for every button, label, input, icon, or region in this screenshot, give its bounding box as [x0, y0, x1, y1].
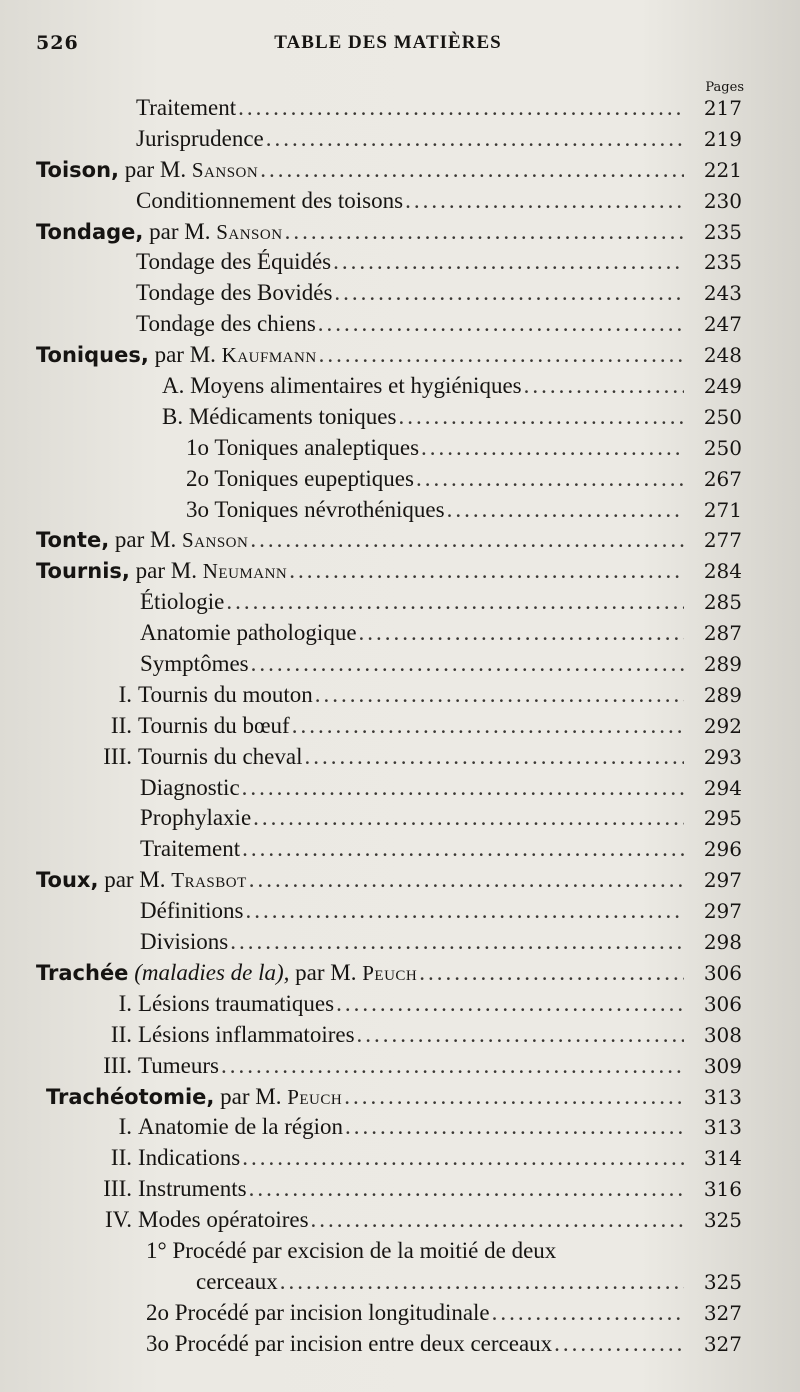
- leader-dots: [344, 1082, 684, 1113]
- entry-numeral: I.: [118, 1114, 132, 1140]
- entry-page: 325: [703, 1208, 742, 1233]
- entry-text: A. Moyens alimentaires et hygiéniques: [162, 373, 522, 399]
- leader-dots: [405, 186, 684, 217]
- toc-entry: [36, 402, 742, 433]
- leader-dots: [251, 649, 684, 680]
- entry-page: 267: [703, 466, 742, 491]
- entry-text: 3o Toniques névrothéniques: [186, 496, 445, 522]
- toc-section-heading: [36, 155, 742, 186]
- entry-text: Jurisprudence: [136, 125, 264, 151]
- entry-page: 316: [703, 1177, 742, 1202]
- entry-numeral: II.: [110, 712, 132, 738]
- toc-entry: [36, 309, 742, 340]
- leader-dots: [246, 896, 685, 927]
- author-prefix: par M.: [124, 156, 187, 182]
- leader-dots: [421, 433, 684, 464]
- entry-page: 284: [703, 559, 742, 584]
- page-number: 526: [36, 32, 79, 54]
- entry-page: 289: [703, 682, 742, 707]
- section-title: Tonte,: [36, 528, 110, 553]
- toc-entry: [36, 649, 742, 680]
- section-title: Toux,: [36, 868, 99, 893]
- leader-dots: [334, 278, 684, 309]
- entry-page: 306: [703, 991, 742, 1016]
- entry-text: Tondage des Équidés: [136, 249, 332, 275]
- author-prefix: par M.: [104, 867, 166, 893]
- entry-page: 250: [703, 404, 742, 429]
- entry-text: Conditionnement des toisons: [136, 187, 404, 213]
- entry-page: 247: [703, 312, 742, 337]
- entry-page: 219: [703, 126, 742, 151]
- entry-text: Tondage des chiens: [136, 311, 316, 337]
- entry-page: 271: [703, 497, 742, 522]
- toc-entry: [36, 1020, 742, 1051]
- leader-dots: [359, 618, 684, 649]
- author-prefix: par M.: [154, 342, 216, 368]
- toc-section-heading: [36, 556, 742, 587]
- entry-page: 313: [703, 1084, 742, 1109]
- entry-page: 327: [703, 1331, 742, 1356]
- toc-entry: [36, 495, 742, 526]
- entry-text: Symptômes: [140, 651, 249, 677]
- entry-text: Anatomie pathologique: [140, 620, 357, 646]
- entry-numeral: II.: [110, 1021, 132, 1047]
- entry-page: 289: [703, 652, 742, 677]
- entry-page: 217: [703, 96, 742, 120]
- table-of-contents: [36, 93, 742, 1360]
- entry-text: Indications: [138, 1145, 241, 1171]
- entry-numeral: IV.: [104, 1207, 132, 1233]
- page-title: TABLE DES MATIÈRES: [274, 32, 502, 53]
- toc-entry: [36, 711, 742, 742]
- toc-entry: [36, 803, 742, 834]
- entry-numeral: III.: [103, 743, 132, 769]
- entry-page: 277: [703, 528, 742, 553]
- section-title: Trachée: [36, 960, 129, 985]
- entry-page: 248: [703, 343, 742, 368]
- toc-section-heading: [36, 958, 742, 989]
- entry-page: 309: [703, 1053, 742, 1078]
- entry-text: 2o Toniques eupeptiques: [186, 465, 414, 491]
- author-name: Trasbot: [171, 868, 247, 893]
- toc-entry: [36, 186, 742, 217]
- author-prefix: par M.: [220, 1083, 282, 1109]
- entry-page: 221: [703, 157, 742, 182]
- leader-dots: [260, 155, 684, 186]
- entry-text: Instruments: [138, 1176, 247, 1202]
- toc-section-heading: [36, 865, 742, 896]
- leader-dots: [357, 1020, 684, 1051]
- entry-page: 243: [703, 281, 742, 306]
- toc-entry: [36, 278, 742, 309]
- author-name: Sanson: [216, 219, 283, 244]
- leader-dots: [238, 93, 684, 124]
- entry-text: Définitions: [140, 898, 244, 924]
- toc-entry: [36, 371, 742, 402]
- leader-dots: [249, 865, 684, 896]
- leader-dots: [242, 773, 684, 804]
- author-name: Kaufmann: [221, 343, 317, 368]
- leader-dots: [311, 1205, 684, 1236]
- leader-dots: [315, 680, 684, 711]
- toc-entry: [36, 1267, 742, 1298]
- entry-page: 250: [703, 435, 742, 460]
- toc-entry: [36, 618, 742, 649]
- entry-page: 325: [703, 1269, 742, 1294]
- toc-entry: [36, 1329, 742, 1360]
- leader-dots: [492, 1298, 684, 1329]
- pages-column-label: Pages: [705, 80, 744, 95]
- author-name: Sanson: [191, 157, 259, 182]
- entry-text: Tournis du mouton: [138, 681, 313, 707]
- author-name: Peuch: [362, 960, 418, 985]
- leader-dots: [398, 402, 684, 433]
- leader-dots: [336, 989, 684, 1020]
- entry-text: 1° Procédé par excision de la moitié de deux: [146, 1237, 557, 1263]
- leader-dots: [524, 371, 684, 402]
- toc-section-heading: [36, 340, 742, 371]
- entry-page: 313: [703, 1115, 742, 1140]
- author-name: Neumann: [202, 559, 288, 584]
- leader-dots: [447, 495, 684, 526]
- leader-dots: [242, 834, 684, 865]
- author-prefix: par M.: [149, 218, 211, 244]
- toc-entry: [36, 1236, 742, 1267]
- toc-entry: [36, 1298, 742, 1329]
- entry-text: Anatomie de la région: [138, 1114, 344, 1140]
- entry-text: 1o Toniques analeptiques: [186, 434, 420, 460]
- entry-text: cerceaux: [196, 1268, 278, 1294]
- toc-entry: [36, 680, 742, 711]
- author-prefix: par M.: [114, 527, 177, 553]
- leader-dots: [249, 1174, 684, 1205]
- toc-entry: [36, 1051, 742, 1082]
- entry-text: Tondage des Bovidés: [136, 280, 333, 306]
- toc-entry: [36, 1205, 742, 1236]
- entry-text: Tournis du cheval: [138, 743, 303, 769]
- leader-dots: [318, 309, 684, 340]
- entry-text: Traitement: [140, 836, 241, 862]
- leader-dots: [221, 1051, 684, 1082]
- entry-numeral: III.: [103, 1052, 132, 1078]
- entry-page: 293: [703, 744, 742, 769]
- entry-text: Prophylaxie: [140, 805, 252, 831]
- toc-entry: [36, 1112, 742, 1143]
- entry-text: B. Médicaments toniques: [162, 403, 397, 429]
- toc-entry: [36, 927, 742, 958]
- entry-numeral: II.: [110, 1145, 132, 1171]
- entry-page: 314: [703, 1146, 742, 1171]
- entry-text: Lésions inflammatoires: [138, 1021, 355, 1047]
- toc-entry: [36, 124, 742, 155]
- leader-dots: [266, 124, 684, 155]
- leader-dots: [242, 1143, 684, 1174]
- entry-page: 285: [703, 590, 742, 615]
- leader-dots: [333, 247, 684, 278]
- section-title: Toison,: [36, 157, 120, 182]
- author-name: Sanson: [182, 528, 249, 553]
- leader-dots: [250, 525, 684, 556]
- entry-page: 327: [703, 1300, 742, 1325]
- toc-entry: [36, 742, 742, 773]
- author-prefix: par M.: [135, 558, 197, 584]
- entry-page: 292: [703, 713, 742, 738]
- entry-page: 296: [703, 837, 742, 862]
- entry-page: 298: [703, 930, 742, 955]
- toc-entry: [36, 773, 742, 804]
- entry-page: 235: [703, 219, 742, 244]
- entry-text: Modes opératoires: [138, 1207, 309, 1233]
- toc-entry: [36, 896, 742, 927]
- section-subtitle: (maladies de la),: [134, 959, 290, 985]
- leader-dots: [419, 958, 684, 989]
- entry-page: 297: [703, 899, 742, 924]
- leader-dots: [416, 464, 684, 495]
- author-prefix: par M.: [295, 959, 357, 985]
- entry-page: 249: [703, 374, 742, 399]
- entry-page: 306: [703, 960, 742, 985]
- section-title: Toniques,: [36, 343, 149, 368]
- entry-page: 297: [703, 868, 742, 893]
- toc-entry: [36, 1174, 742, 1205]
- entry-page: 235: [703, 250, 742, 275]
- entry-text: Tournis du bœuf: [138, 712, 290, 738]
- entry-text: Traitement: [136, 95, 237, 120]
- toc-entry: [36, 93, 742, 124]
- entry-text: Diagnostic: [140, 774, 240, 800]
- entry-numeral: III.: [103, 1176, 132, 1202]
- entry-page: 294: [703, 775, 742, 800]
- leader-dots: [304, 742, 684, 773]
- author-name: Peuch: [287, 1084, 343, 1109]
- entry-text: Divisions: [140, 929, 229, 955]
- leader-dots: [253, 803, 684, 834]
- leader-dots: [289, 556, 684, 587]
- toc-entry: [36, 1143, 742, 1174]
- section-title: Trachéotomie,: [46, 1084, 215, 1109]
- section-title: Tournis,: [36, 559, 130, 584]
- toc-section-heading: [36, 217, 742, 248]
- leader-dots: [226, 587, 684, 618]
- entry-text: Tumeurs: [138, 1052, 219, 1078]
- toc-entry: [36, 587, 742, 618]
- toc-entry: [36, 464, 742, 495]
- toc-entry: [36, 247, 742, 278]
- toc-entry: [36, 989, 742, 1020]
- toc-entry: [36, 834, 742, 865]
- leader-dots: [345, 1112, 684, 1143]
- entry-numeral: I.: [118, 990, 132, 1016]
- toc-entry: [36, 433, 742, 464]
- entry-page: 308: [703, 1022, 742, 1047]
- entry-text: 3o Procédé par incision entre deux cerceaux: [146, 1330, 553, 1356]
- toc-section-heading: [36, 1082, 742, 1113]
- leader-dots: [319, 340, 684, 371]
- entry-text: 2o Procédé par incision longitudinale: [146, 1299, 490, 1325]
- entry-page: 230: [703, 188, 742, 213]
- entry-numeral: I.: [118, 681, 132, 707]
- entry-page: 295: [703, 806, 742, 831]
- entry-text: Lésions traumatiques: [138, 990, 335, 1016]
- leader-dots: [280, 1267, 684, 1298]
- section-title: Tondage,: [36, 219, 144, 244]
- entry-text: Étiologie: [140, 589, 225, 615]
- leader-dots: [230, 927, 684, 958]
- leader-dots: [554, 1329, 684, 1360]
- leader-dots: [292, 711, 684, 742]
- entry-page: 287: [703, 621, 742, 646]
- running-header: [36, 32, 740, 62]
- leader-dots: [285, 217, 684, 248]
- toc-section-heading: [36, 525, 742, 556]
